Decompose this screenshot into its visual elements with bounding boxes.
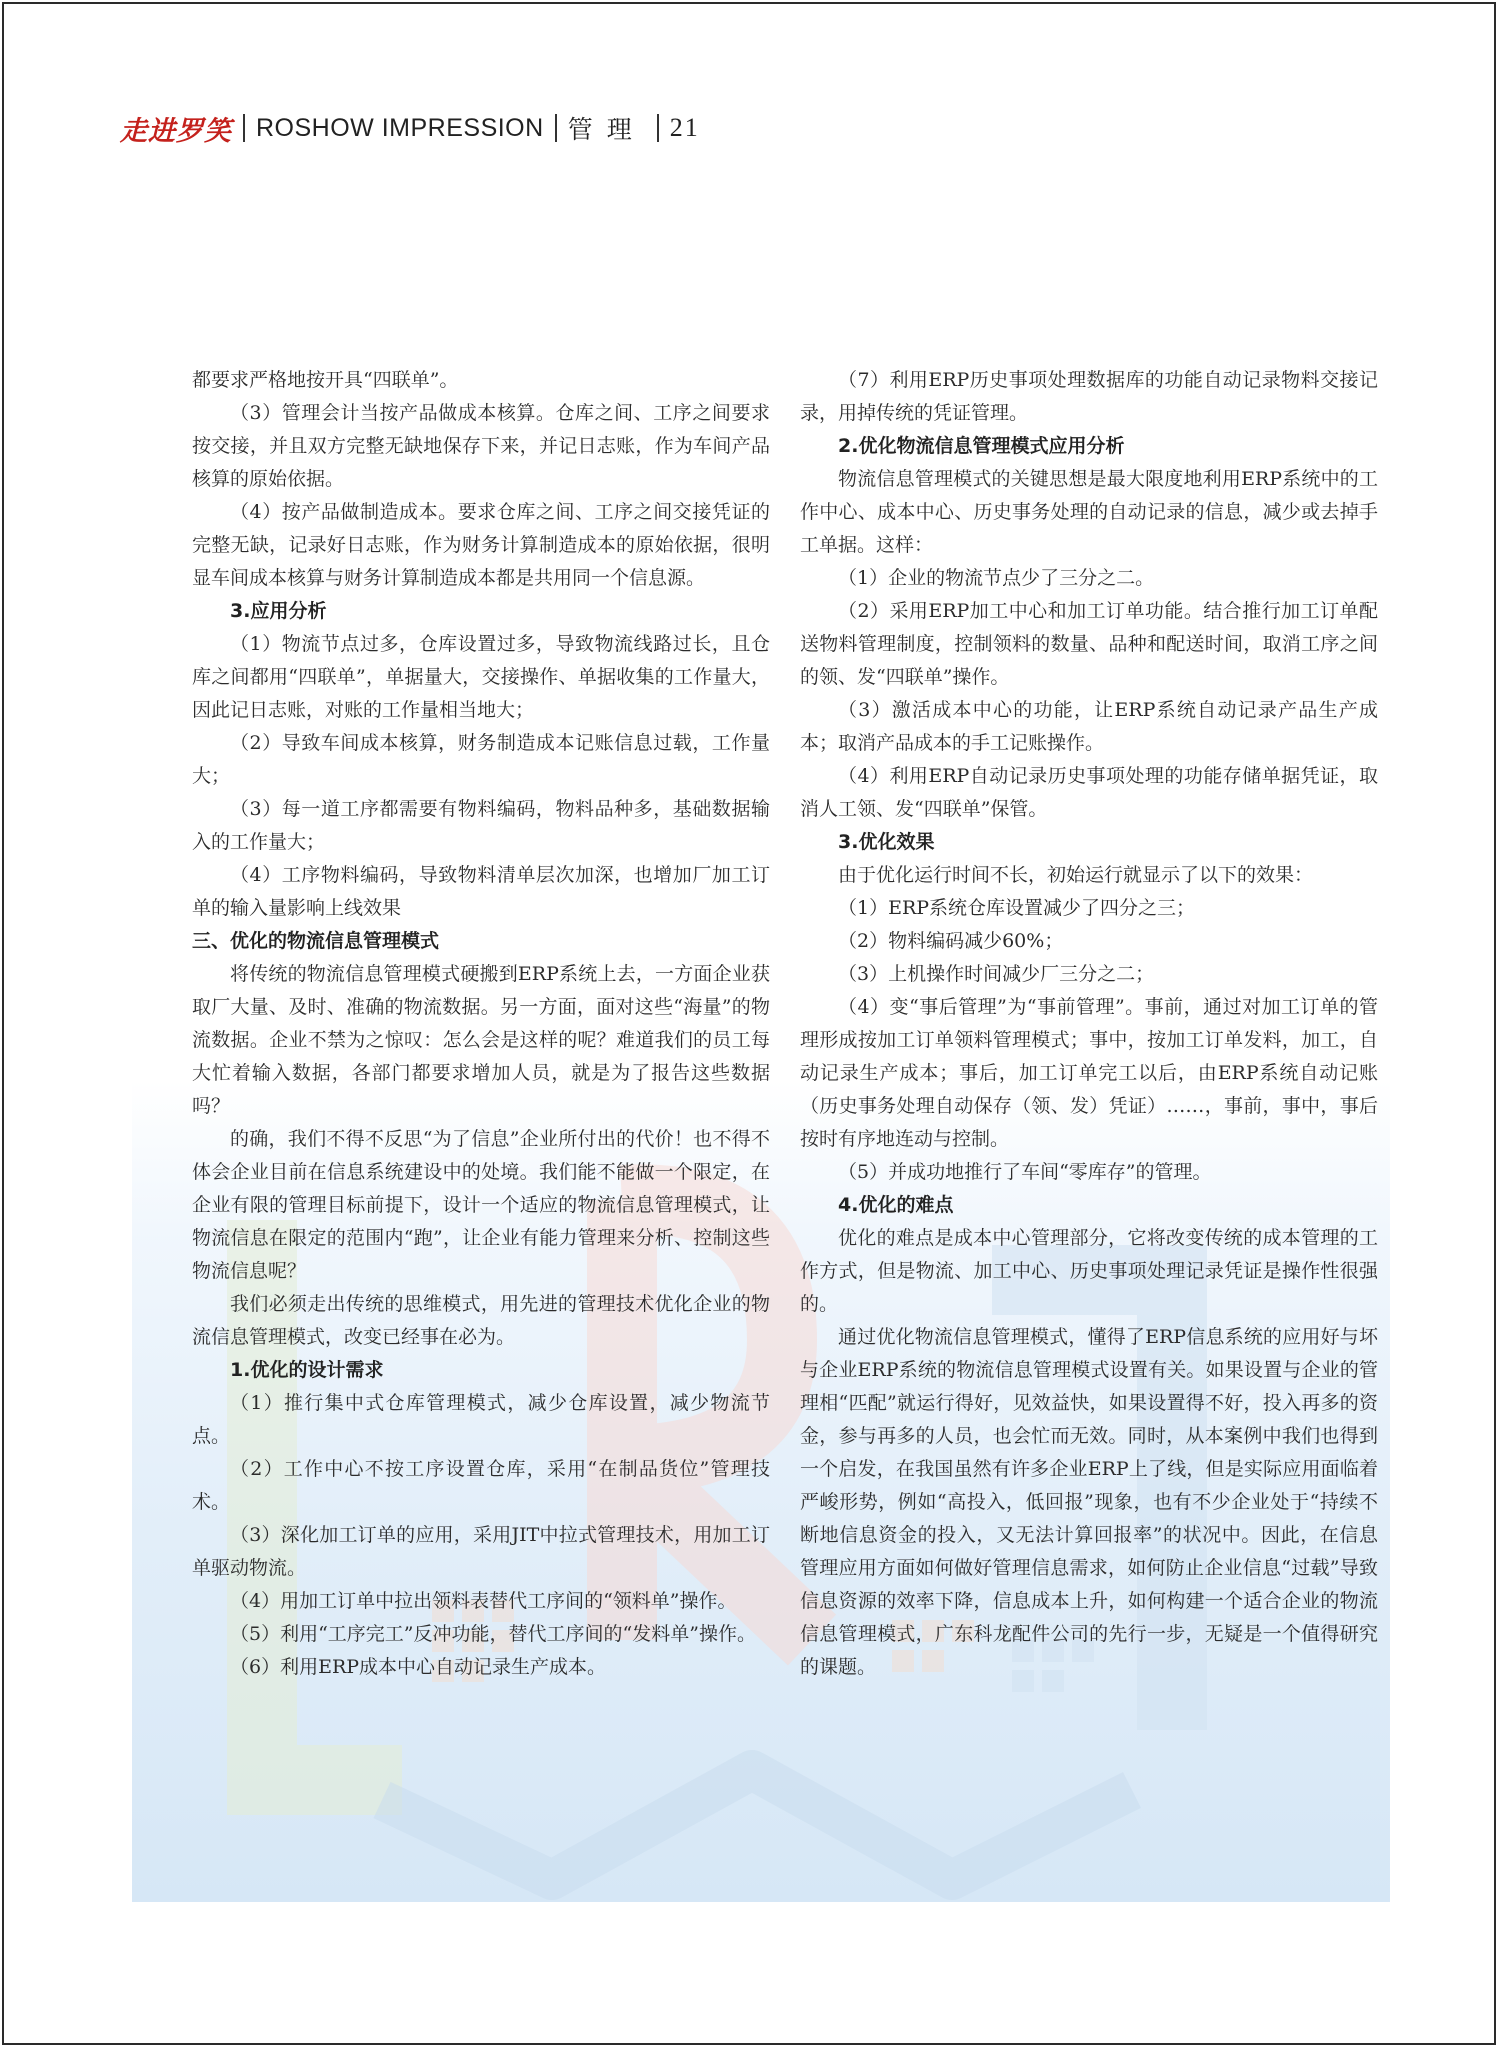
body-paragraph: 物流信息管理模式的关键思想是最大限度地利用ERP系统中的工作中心、成本中心、历史事务处理的自动记录的信息，减少或去掉手工单据。这样： xyxy=(800,468,1378,556)
section-heading: 3.应用分析 xyxy=(230,600,327,622)
body-paragraph: （4）工序物料编码，导致物料清单层次加深，也增加厂加工订单的输入量影响上线效果 xyxy=(192,864,770,919)
body-paragraph: （3）激活成本中心的功能，让ERP系统自动记录产品生产成本；取消产品成本的手工记账操作。 xyxy=(800,699,1378,754)
section-heading: 三、优化的物流信息管理模式 xyxy=(192,930,440,952)
body-paragraph: （1）ERP系统仓库设置减少了四分之三； xyxy=(838,897,1196,919)
body-paragraph: 优化的难点是成本中心管理部分，它将改变传统的成本管理的工作方式，但是物流、加工中心、历史事项处理记录凭证是操作性很强的。 xyxy=(800,1227,1378,1315)
section-heading: 1.优化的设计需求 xyxy=(230,1359,384,1381)
page-number: 21 xyxy=(669,113,700,142)
body-paragraph: （1）企业的物流节点少了三分之二。 xyxy=(838,567,1155,589)
header-divider xyxy=(555,114,557,142)
body-paragraph: （2）工作中心不按工序设置仓库，采用“在制品货位”管理技术。 xyxy=(192,1458,770,1513)
section-heading: 3.优化效果 xyxy=(838,831,935,853)
body-paragraph: （3）深化加工订单的应用，采用JIT中拉式管理技术，用加工订单驱动物流。 xyxy=(192,1524,770,1579)
body-paragraph: 通过优化物流信息管理模式，懂得了ERP信息系统的应用好与坏与企业ERP系统的物流信息管理模式设置有关。如果设置与企业的管理相“匹配”就运行得好，见效益快，如果设置得不好，投入再多的资金，参与再多的人员，也会忙而无效。同时，从本案例中我们也得到一个启发，在我国虽然有许多企业ERP上了线，但是实际应用面临着严峻形势，例如“高投入，低回报”现象，也有不少企业处于“持续不断地信息资金的投入，又无法计算回报率”的状况中。因此，在信息管理应用方面如何做好管理信息需求，如何防止企业信息“过载”导致信息资源的效率下降，信息成本上升，如何构建一个适合企业的物流信息管理模式，广东科龙配件公司的先行一步，无疑是一个值得研究的课题。 xyxy=(800,1326,1378,1678)
body-paragraph: （6）利用ERP成本中心自动记录生产成本。 xyxy=(230,1656,607,1678)
body-paragraph: （7）利用ERP历史事项处理数据库的功能自动记录物料交接记录，用掉传统的凭证管理。 xyxy=(800,369,1378,424)
body-paragraph: 由于优化运行时间不长，初始运行就显示了以下的效果： xyxy=(838,864,1314,886)
magazine-name: ROSHOW IMPRESSION xyxy=(256,113,544,142)
body-paragraph: （4）用加工订单中拉出领料表替代工序间的“领料单”操作。 xyxy=(230,1590,737,1612)
body-paragraph: （3）上机操作时间减少厂三分之二； xyxy=(838,963,1155,985)
left-column xyxy=(192,364,770,1684)
body-paragraph: （5）并成功地推行了车间“零库存”的管理。 xyxy=(838,1161,1212,1183)
body-paragraph: 我们必须走出传统的思维模式，用先进的管理技术优化企业的物流信息管理模式，改变已经事在必为。 xyxy=(192,1293,770,1348)
body-paragraph: （1）推行集中式仓库管理模式，减少仓库设置，减少物流节点。 xyxy=(192,1392,770,1447)
header-divider xyxy=(657,114,659,142)
brand-logo-text: 走进罗笑 xyxy=(120,115,232,147)
section-name: 管理 xyxy=(567,115,646,144)
header-divider xyxy=(243,114,245,142)
body-paragraph: 都要求严格地按开具“四联单”。 xyxy=(192,369,459,391)
body-paragraph: 将传统的物流信息管理模式硬搬到ERP系统上去，一方面企业获取厂大量、及时、准确的物流数据。另一方面，面对这些“海量”的物流数据。企业不禁为之惊叹：怎么会是这样的呢？难道我们的员工每大忙着输入数据，各部门都要求增加人员，就是为了报告这些数据吗？ xyxy=(192,963,770,1117)
body-paragraph: （1）物流节点过多，仓库设置过多，导致物流线路过长，且仓库之间都用“四联单”，单据量大，交接操作、单据收集的工作量大，因此记日志账，对账的工作量相当地大； xyxy=(192,633,770,721)
body-paragraph: （3）管理会计当按产品做成本核算。仓库之间、工序之间要求按交接，并且双方完整无缺地保存下来，并记日志账，作为车间产品核算的原始依据。 xyxy=(192,402,770,490)
body-paragraph: （4）变“事后管理”为“事前管理”。事前，通过对加工订单的管理形成按加工订单领料管理模式；事中，按加工订单发料，加工，自动记录生产成本；事后，加工订单完工以后，由ERP系统自动记账（历史事务处理自动保存（领、发）凭证）……，事前，事中，事后按时有序地连动与控制。 xyxy=(800,996,1378,1150)
body-paragraph: （2）采用ERP加工中心和加工订单功能。结合推行加工订单配送物料管理制度，控制领料的数量、品种和配送时间，取消工序之间的领、发“四联单”操作。 xyxy=(800,600,1378,688)
section-heading: 2.优化物流信息管理模式应用分析 xyxy=(838,435,1125,457)
body-paragraph: （2）导致车间成本核算，财务制造成本记账信息过载，工作量大； xyxy=(192,732,770,787)
body-paragraph: 的确，我们不得不反思“为了信息”企业所付出的代价！也不得不体会企业目前在信息系统建设中的处境。我们能不能做一个限定，在企业有限的管理目标前提下，设计一个适应的物流信息管理模式，让物流信息在限定的范围内“跑”，让企业有能力管理来分析、控制这些物流信息呢？ xyxy=(192,1128,770,1282)
page-header xyxy=(120,108,700,148)
section-heading: 4.优化的难点 xyxy=(838,1194,954,1216)
body-paragraph: （2）物料编码减少60%； xyxy=(838,930,1064,952)
body-paragraph: （4）按产品做制造成本。要求仓库之间、工序之间交接凭证的完整无缺，记录好日志账，作为财务计算制造成本的原始依据，很明显车间成本核算与财务计算制造成本都是共用同一个信息源。 xyxy=(192,501,770,589)
right-column xyxy=(800,364,1378,1684)
body-paragraph: （4）利用ERP自动记录历史事项处理的功能存储单据凭证，取消人工领、发“四联单”保管。 xyxy=(800,765,1378,820)
body-paragraph: （3）每一道工序都需要有物料编码，物料品种多，基础数据输入的工作量大； xyxy=(192,798,770,853)
body-paragraph: （5）利用“工序完工”反冲功能，替代工序间的“发料单”操作。 xyxy=(230,1623,756,1645)
